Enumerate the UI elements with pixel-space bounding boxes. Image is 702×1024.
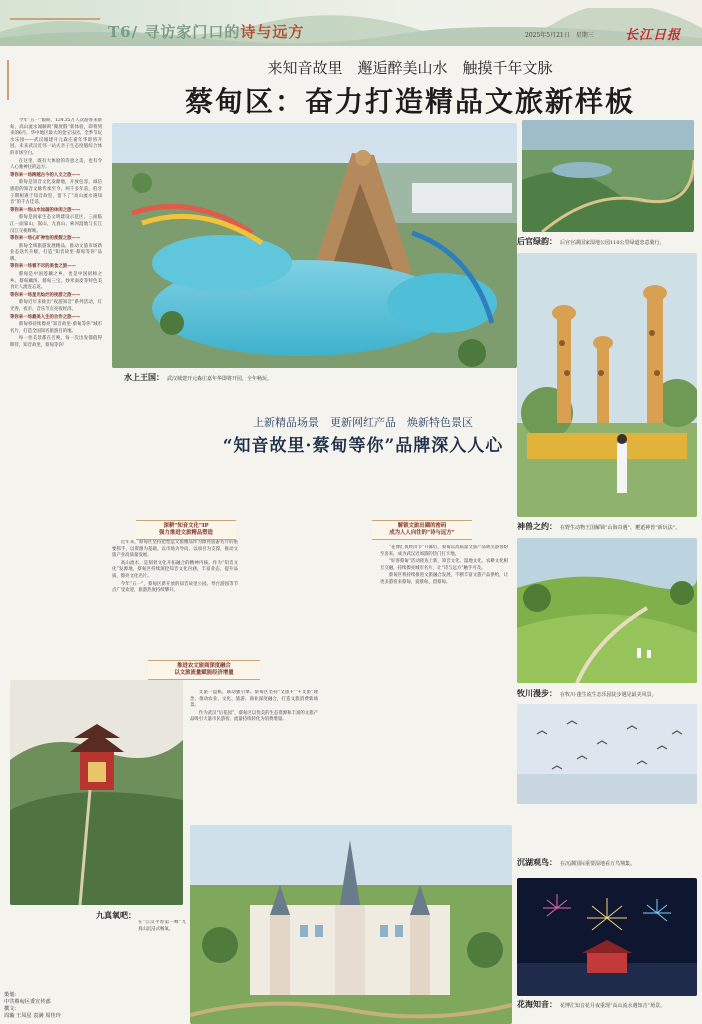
wetland-caption-title: 后官绿韵：	[517, 236, 557, 246]
section-subtitle: 等你来一场心旷神怡的度假之旅——	[10, 236, 81, 242]
paragraph: 作为武汉“后花园”，蔡甸区以优美的生态资源和丰富的文旅产品吸引大量市民游客，流量持续转化为消费增量。	[190, 710, 318, 723]
water-park-photo	[112, 123, 517, 368]
page-label: T6/	[108, 23, 139, 41]
credits-author-label: 撰文：	[4, 1006, 20, 1012]
castle-town-photo	[190, 825, 512, 1024]
body-column-right-top	[380, 460, 508, 520]
wetland-caption	[517, 236, 665, 247]
subhead-fusion	[148, 660, 260, 680]
pasture-illustration	[517, 538, 697, 683]
column-title	[108, 21, 304, 42]
paragraph: 每一处美景都在召唤，每一次出发都值得期待。知音故里，蔡甸等你！	[10, 336, 102, 348]
lead-headline: 蔡甸区：奋力打造精品文旅新样板	[184, 85, 635, 118]
pavilion-illustration	[10, 680, 183, 905]
paragraph: 今年“五一”，蔡甸区新开放的知音故里公园、琴台游园等节点广受欢迎，旅游热度持续攀升。	[112, 581, 238, 594]
pavilion-caption-text: 在“江汉平原第一峰”九真山沉浸式畅氧。	[138, 920, 186, 932]
body-column-right	[380, 545, 508, 825]
paragraph: 蔡甸将持续擦亮“知音故里·蔡甸等你”城市名片，打造全国知名旅游目的地。	[10, 322, 102, 334]
fireworks-caption	[517, 999, 665, 1010]
intro-rule	[7, 60, 19, 100]
pavilion-caption-title-text: 九真氧吧：	[96, 910, 136, 920]
credits-plan-label: 策划：	[4, 992, 20, 998]
pasture-caption	[517, 688, 657, 699]
paragraph: “好客蔡甸”活动接连上新，知音文化、湿地文化、农耕文化相互交融，持续擦亮城市名片，让“诗与远方”触手可及。	[380, 559, 508, 571]
masthead-rule	[10, 18, 100, 20]
credits-author-value: 周璇 王凤星 袁满 周佳玲	[4, 1013, 61, 1019]
giraffe-caption-text: 在野生动物王国解锁“山海奇遇”，邂逅神兽“新玩法”。	[560, 525, 681, 531]
birds-caption	[517, 857, 635, 868]
newspaper-logo: 长江日报	[625, 28, 682, 43]
fireworks-caption-title: 花海知音：	[517, 999, 557, 1009]
section-subtitle: 等你来一场星光灿烂的夜游之旅——	[10, 292, 81, 298]
issue-date: 2025年5月21日 星期三	[525, 32, 594, 39]
paragraph: 蔡甸区将持续推进文旅融合发展，不断丰富文旅产品供给，让更多游客来蔡甸、爱蔡甸、留蔡甸。	[380, 573, 508, 585]
column-title-accent: 诗与远方	[240, 23, 305, 41]
paragraph: 蔡甸全域旅游发展精品，推动文旅市场新业态迭代升级，打造“知音故里·蔡甸等你”品牌。	[10, 243, 102, 262]
section2-headline: “知音故里·蔡甸等你”品牌深入人心	[222, 436, 504, 456]
body-column-left-top	[112, 460, 238, 520]
birds-photo	[517, 704, 697, 804]
pavilion-photo	[10, 680, 183, 905]
pavilion-caption-title	[96, 910, 139, 921]
birds-caption-title: 沉湖观鸟：	[517, 857, 557, 867]
paragraph: 文旅一盘棋，联动强引擎。蔡甸区坚持“文旅+”“+文旅”理念，推动农业、文化、旅游、商业深度融合，打造文旅消费新场景。	[190, 690, 318, 709]
fireworks-caption-text: 花博汇知音花月夜重现“高山流水遇知音”场景。	[560, 1003, 666, 1009]
fireworks-illustration	[517, 878, 697, 996]
paragraph: 今年“五一”假期，124.35万人次游客来蔡甸，高山流水闻解锁“微度假”新体验，即将到来的6月，华中地区最大的金宝乐园、全季节玩水乐园——武汉城建开元森庄嘉年华即将开园，未来武汉近邻一站式亲子生态度假综合体的市场空白。	[10, 118, 102, 156]
column-title-text: 寻访家门口的	[144, 23, 241, 41]
section-subtitle: 等你来一场跨越古今的人文之旅——	[10, 172, 81, 178]
paragraph: 蔡甸是中国莲藕之乡，也是中国厨师之乡。蔡甸藕汤、蔡甸三宝、炒米面皮等特色美食让人流连忘返。	[10, 272, 102, 291]
paragraph: 在这里，既有大体验的诗意之美，也有令人心驰神往的远方。	[10, 158, 102, 171]
water-park-illustration	[112, 123, 517, 368]
water-park-caption-text: 武汉城建开元森庄嘉年华即将开园，全年畅玩。	[167, 376, 273, 382]
credits-plan-value: 中共蔡甸区委宣传部	[4, 999, 51, 1005]
paragraph: 高山流水，是刻骨文化开拓融合的精神内核。作为“知音文化”发源地，蔡甸区持续深挖知音文化内涵，丰富业态，提升品质，擦亮文化名片。	[112, 560, 238, 579]
pavilion-caption	[138, 920, 186, 952]
body-column-left	[112, 540, 238, 652]
subhead-code	[372, 520, 472, 540]
body-column-mid-top	[245, 460, 373, 520]
intro-column	[10, 118, 102, 674]
paragraph: 蔡甸是知音文化发源地，开放包容，诚信感恩的知音文脉传承至今。两千多年前，伯牙子期相遇于知音故里，留下了“高山流水遇知音”的千古佳话。	[10, 180, 102, 206]
water-park-caption-title: 水上王国：	[124, 372, 164, 382]
section-subtitle: 等你来一场最美人生的合作之旅——	[10, 314, 81, 320]
section2-kicker: 上新精品场景 更新网红产品 焕新特色景区	[253, 416, 473, 429]
giraffe-illustration	[517, 253, 697, 517]
paragraph: “花博汇夜经济节”开幕后，蔡甸以高质量文旅产品吸引游客纷至沓来，成为武汉近郊游的热门打卡地。	[380, 545, 508, 557]
birds-caption-text: 在沉湖国际重要湿地看万鸟翔集。	[560, 861, 636, 867]
giraffe-caption-title: 神兽之约：	[517, 521, 557, 531]
section-subtitle: 等你来一场山水如画的休闲之旅——	[10, 207, 81, 213]
subhead-ip-text: 深耕“知音文化”IP 强力推进文旅精品塑造	[159, 523, 213, 536]
section-subtitle: 等你来一场看不尽的美食之旅——	[10, 264, 76, 270]
pasture-photo	[517, 538, 697, 683]
lead-kicker: 来知音故里 邂逅醉美山水 触摸千年文脉	[267, 59, 553, 77]
wetland-illustration	[522, 120, 694, 232]
body-column-mid	[190, 690, 318, 810]
paragraph: 近年来，蔡甸区坚持把塑造文旅精品作为擦亮旅游名片的重要抓手，以资源为基础、以市场为导向、以项目为支撑，推动文旅产业高质量发展。	[112, 540, 238, 559]
castle-town-illustration	[190, 825, 512, 1024]
giraffe-photo	[517, 253, 697, 517]
subhead-ip	[136, 520, 236, 540]
giraffe-caption	[517, 521, 680, 532]
subhead-code-text: 解锁文旅出圈的密码 成为人人向往的“诗与远方”	[389, 523, 455, 536]
credits	[4, 992, 61, 1020]
pasture-caption-title: 牧川漫步：	[517, 688, 557, 698]
fireworks-photo	[517, 878, 697, 996]
birds-illustration	[517, 704, 697, 804]
subhead-fusion-text: 推进农文旅商深度融合 以文旅流量赋能经济增量	[174, 663, 234, 676]
paragraph: 蔡甸近年来推出“夜游知音”系列活动，灯光秀、夜市、音乐节点亮夜经济。	[10, 300, 102, 313]
wetland-caption-text: 后官官湖国家湿地公园110公里绿道恋意骑行。	[560, 240, 665, 246]
pasture-caption-text: 在牧川·蓬生流生态乐园徒步遇见最美风景。	[560, 692, 657, 698]
hills-decoration	[0, 8, 702, 46]
water-park-caption	[124, 372, 272, 383]
wetland-photo	[522, 120, 694, 232]
paragraph: 蔡甸是国家生态文明建设示范区，三面临江一面靠山，嵩山、九真山、索河湿地与长江汉江交相辉映。	[10, 215, 102, 234]
